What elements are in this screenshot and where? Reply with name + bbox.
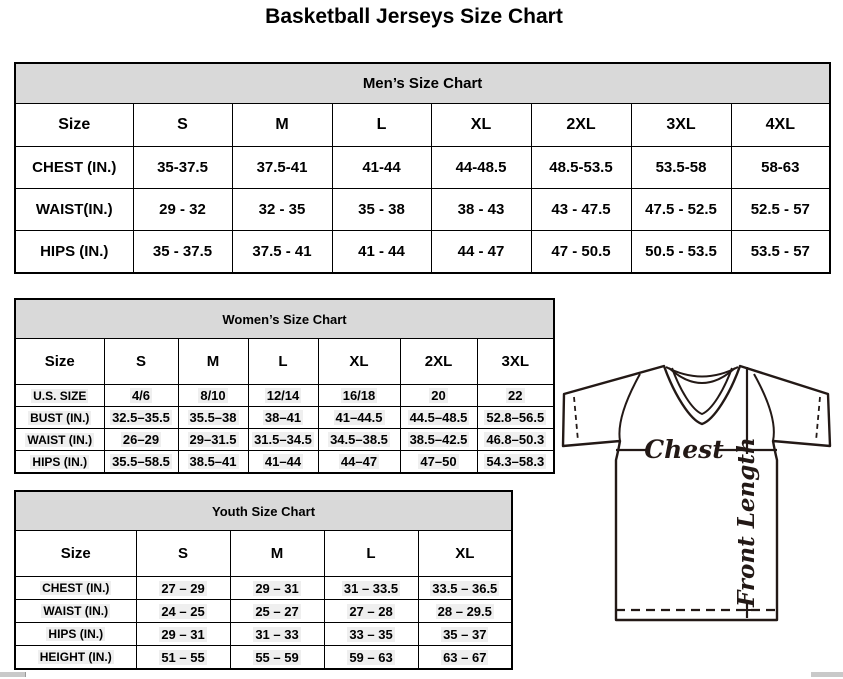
table-row	[15, 231, 830, 274]
column-header: 3XL	[477, 339, 554, 385]
size-cell	[324, 623, 418, 646]
youth-size-table	[14, 490, 513, 670]
size-cell-text: 41–44	[264, 454, 302, 469]
jersey-measurement-diagram	[556, 362, 838, 624]
size-cell	[418, 646, 512, 670]
size-cell	[318, 429, 400, 451]
column-header: XL	[418, 531, 512, 577]
size-cell	[418, 623, 512, 646]
size-cell-text: 59 – 63	[349, 649, 393, 665]
column-header: 4XL	[731, 104, 830, 147]
row-label	[15, 646, 136, 670]
page-title: Basketball Jerseys Size Chart	[265, 5, 563, 28]
row-label	[15, 600, 136, 623]
row-label-text: HIPS (IN.)	[32, 454, 88, 469]
row-label: HIPS (IN.)	[15, 231, 133, 274]
column-header: S	[133, 104, 232, 147]
row-label	[15, 429, 104, 451]
size-cell	[318, 407, 400, 429]
scrollbar-thumb-left[interactable]	[0, 672, 26, 677]
mens-size-table	[14, 62, 831, 274]
column-header: Size	[15, 339, 104, 385]
size-cell-text: 29–31.5	[189, 432, 237, 447]
size-cell: 37.5 - 41	[232, 231, 332, 274]
size-cell: 35-37.5	[133, 147, 232, 189]
size-cell-text: 34.5–38.5	[330, 432, 388, 447]
column-header: M	[230, 531, 324, 577]
size-cell	[477, 385, 554, 407]
table-row	[15, 451, 554, 474]
table-row	[15, 407, 554, 429]
size-cell: 41 - 44	[332, 231, 431, 274]
table-row	[15, 623, 512, 646]
size-cell	[248, 451, 318, 474]
size-cell	[136, 623, 230, 646]
size-cell: 58-63	[731, 147, 830, 189]
size-cell-text: 8/10	[200, 388, 226, 403]
size-cell: 44 - 47	[431, 231, 531, 274]
jersey-outline	[563, 366, 830, 620]
scrollbar-piece-right[interactable]	[811, 672, 843, 677]
size-cell	[324, 577, 418, 600]
table-title-row	[15, 491, 512, 531]
size-cell	[418, 600, 512, 623]
size-cell	[477, 407, 554, 429]
row-label: CHEST (IN.)	[15, 147, 133, 189]
size-cell	[248, 407, 318, 429]
size-cell-text: 29 – 31	[255, 580, 299, 596]
size-cell: 41-44	[332, 147, 431, 189]
size-cell: 52.5 - 57	[731, 189, 830, 231]
table-row	[15, 385, 554, 407]
size-cell: 53.5 - 57	[731, 231, 830, 274]
size-cell-text: 28 – 29.5	[437, 603, 492, 619]
size-cell: 43 - 47.5	[531, 189, 631, 231]
size-cell-text: 38.5–41	[189, 454, 237, 469]
size-cell	[230, 577, 324, 600]
size-cell-text: 51 – 55	[161, 649, 205, 665]
size-cell	[418, 577, 512, 600]
size-cell: 50.5 - 53.5	[631, 231, 731, 274]
size-cell-text: 27 – 29	[161, 580, 205, 596]
table-row	[15, 600, 512, 623]
column-header: 3XL	[631, 104, 731, 147]
row-label	[15, 577, 136, 600]
size-cell-text: 24 – 25	[161, 603, 205, 619]
womens-size-table	[14, 298, 555, 474]
row-label	[15, 407, 104, 429]
table-row	[15, 429, 554, 451]
size-cell-text: 35 – 37	[443, 626, 487, 642]
size-cell: 53.5-58	[631, 147, 731, 189]
row-label	[15, 385, 104, 407]
column-header-row	[15, 104, 830, 147]
size-cell-text: 27 – 28	[349, 603, 393, 619]
size-cell	[318, 385, 400, 407]
row-label-text: U.S. SIZE	[33, 388, 87, 403]
size-cell: 37.5-41	[232, 147, 332, 189]
size-cell	[104, 451, 178, 474]
size-cell	[248, 385, 318, 407]
row-label	[15, 451, 104, 474]
size-cell-text: 44–47	[340, 454, 378, 469]
size-cell: 35 - 37.5	[133, 231, 232, 274]
size-cell-text: 31 – 33	[255, 626, 299, 642]
size-cell	[400, 451, 477, 474]
size-cell	[477, 429, 554, 451]
column-header: XL	[431, 104, 531, 147]
table-row	[15, 147, 830, 189]
row-label-text: HEIGHT (IN.)	[39, 650, 112, 664]
size-cell	[400, 407, 477, 429]
column-header: Size	[15, 104, 133, 147]
row-label-text: BUST (IN.)	[30, 410, 90, 425]
mens-table-title: Men’s Size Chart	[15, 63, 830, 104]
column-header: S	[104, 339, 178, 385]
row-label-text: CHEST (IN.)	[42, 581, 110, 595]
table-row	[15, 189, 830, 231]
table-row	[15, 577, 512, 600]
size-cell: 44-48.5	[431, 147, 531, 189]
column-header: M	[232, 104, 332, 147]
size-cell-text: 38–41	[264, 410, 302, 425]
size-cell-text: 52.8–56.5	[486, 410, 545, 425]
size-cell: 47.5 - 52.5	[631, 189, 731, 231]
chest-label: Chest	[644, 435, 724, 464]
size-cell: 32 - 35	[232, 189, 332, 231]
size-cell-text: 35.5–38	[189, 410, 237, 425]
womens-table-title: Women’s Size Chart	[15, 299, 554, 339]
size-cell-text: 20	[431, 388, 446, 403]
column-header: 2XL	[531, 104, 631, 147]
column-header: L	[332, 104, 431, 147]
column-header: Size	[15, 531, 136, 577]
size-cell	[104, 429, 178, 451]
size-cell-text: 33.5 – 36.5	[432, 580, 498, 596]
size-cell-text: 31.5–34.5	[254, 432, 312, 447]
size-cell	[178, 385, 248, 407]
size-cell: 47 - 50.5	[531, 231, 631, 274]
size-cell	[178, 451, 248, 474]
size-cell-text: 29 – 31	[161, 626, 205, 642]
row-label-text: WAIST (IN.)	[27, 432, 93, 447]
size-cell	[400, 429, 477, 451]
size-cell	[136, 577, 230, 600]
size-cell-text: 22	[508, 388, 523, 403]
size-cell	[104, 385, 178, 407]
size-cell	[324, 600, 418, 623]
jersey-diagram-svg	[556, 362, 838, 624]
size-cell: 35 - 38	[332, 189, 431, 231]
size-cell	[178, 429, 248, 451]
table-row	[15, 646, 512, 670]
size-cell-text: 38.5–42.5	[409, 432, 468, 447]
size-cell-text: 44.5–48.5	[409, 410, 468, 425]
row-label: WAIST(IN.)	[15, 189, 133, 231]
column-header: XL	[318, 339, 400, 385]
column-header: 2XL	[400, 339, 477, 385]
size-cell-text: 25 – 27	[255, 603, 299, 619]
size-cell-text: 4/6	[131, 388, 151, 403]
table-title-row	[15, 299, 554, 339]
size-cell	[136, 600, 230, 623]
size-cell: 29 - 32	[133, 189, 232, 231]
size-cell-text: 47–50	[420, 454, 457, 469]
size-cell-text: 33 – 35	[349, 626, 393, 642]
size-cell	[230, 600, 324, 623]
column-header: M	[178, 339, 248, 385]
size-cell	[230, 646, 324, 670]
size-cell-text: 41–44.5	[335, 410, 383, 425]
size-cell	[230, 623, 324, 646]
size-cell-text: 46.8–50.3	[486, 432, 545, 447]
row-label-text: WAIST (IN.)	[43, 604, 109, 618]
column-header-row	[15, 339, 554, 385]
row-label-text: HIPS (IN.)	[48, 627, 104, 641]
column-header: L	[324, 531, 418, 577]
size-cell-text: 31 – 33.5	[343, 580, 399, 596]
column-header: L	[248, 339, 318, 385]
size-cell	[248, 429, 318, 451]
size-cell	[178, 407, 248, 429]
size-cell-text: 12/14	[266, 388, 300, 403]
size-cell-text: 26–29	[122, 432, 160, 447]
size-cell-text: 63 – 67	[443, 649, 487, 665]
front-length-label: Front Length	[733, 437, 760, 607]
size-cell-text: 32.5–35.5	[112, 410, 170, 425]
size-cell	[400, 385, 477, 407]
size-cell	[324, 646, 418, 670]
size-cell-text: 16/18	[342, 388, 376, 403]
size-cell-text: 54.3–58.3	[486, 454, 545, 469]
table-title-row	[15, 63, 830, 104]
size-cell-text: 35.5–58.5	[112, 454, 170, 469]
size-cell: 48.5-53.5	[531, 147, 631, 189]
youth-table-title: Youth Size Chart	[15, 491, 512, 531]
size-cell: 38 - 43	[431, 189, 531, 231]
size-cell-text: 55 – 59	[255, 649, 299, 665]
row-label	[15, 623, 136, 646]
size-cell	[104, 407, 178, 429]
column-header-row	[15, 531, 512, 577]
size-cell	[477, 451, 554, 474]
size-cell	[318, 451, 400, 474]
column-header: S	[136, 531, 230, 577]
size-cell	[136, 646, 230, 670]
